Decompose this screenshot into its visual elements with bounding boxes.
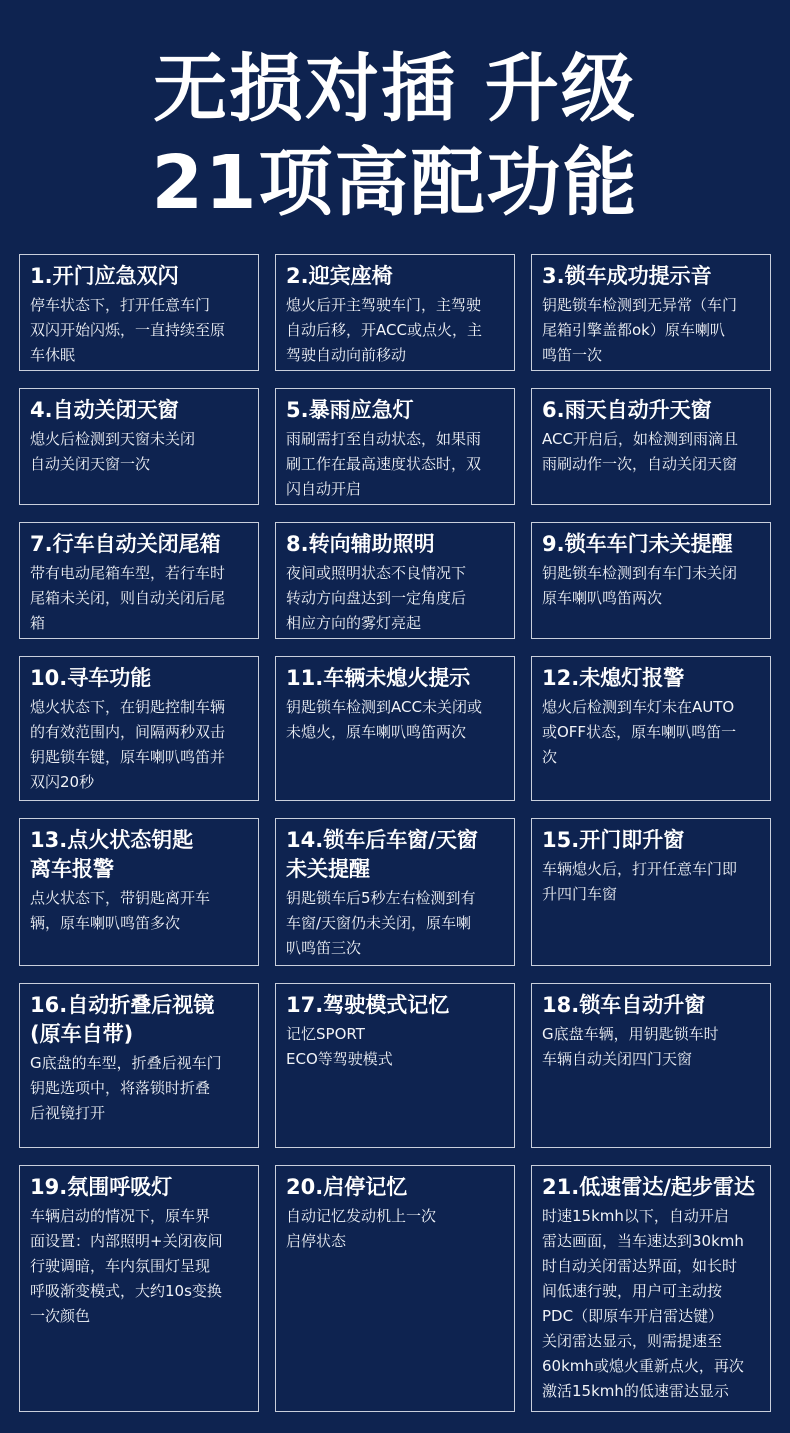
feature-card-13 [19,818,259,966]
feature-description: 自动记忆发动机上一次 启停状态 [286,1207,437,1250]
feature-title: 1.开门应急双闪 [30,264,179,288]
feature-title: 10.寻车功能 [30,666,152,690]
feature-title: 14.锁车后车窗/天窗 未关提醒 [286,828,478,881]
feature-description: G底盘车辆，用钥匙锁车时 车辆自动关闭四门天窗 [542,1025,719,1068]
feature-title: 15.开门即升窗 [542,828,685,852]
feature-card-17 [275,983,515,1148]
hero-title-line-1: 无损对插 升级 [153,46,637,132]
feature-title: 18.锁车自动升窗 [542,993,706,1017]
feature-title: 3.锁车成功提示音 [542,264,712,288]
feature-title: 11.车辆未熄火提示 [286,666,471,690]
feature-title: 7.行车自动关闭尾箱 [30,532,221,556]
feature-description: 熄火状态下，在钥匙控制车辆 的有效范围内，间隔两秒双击 钥匙锁车键，原车喇叭鸣笛并 双闪20秒 [30,698,226,791]
feature-description: 车辆启动的情况下，原车界 面设置：内部照明+关闭夜间 行驶调暗，车内氛围灯呈现 呼吸渐变模式，大约10s变换 一次颜色 [30,1207,223,1325]
feature-card-14 [275,818,515,966]
feature-card-4 [19,388,259,505]
feature-description: 点火状态下，带钥匙离开车 辆，原车喇叭鸣笛多次 [30,889,211,932]
feature-title: 5.暴雨应急灯 [286,398,414,422]
feature-card-20 [275,1165,515,1412]
feature-card-10 [19,656,259,801]
feature-description: 车辆熄火后，打开任意车门即 升四门车窗 [542,860,738,903]
feature-title: 13.点火状态钥匙 离车报警 [30,828,194,881]
feature-title: 8.转向辅助照明 [286,532,435,556]
feature-card-21 [531,1165,771,1412]
feature-description: 钥匙锁车检测到有车门未关闭 原车喇叭鸣笛两次 [542,564,738,607]
feature-card-6 [531,388,771,505]
feature-description: 记忆SPORT ECO等驾驶模式 [286,1025,393,1068]
feature-card-15 [531,818,771,966]
feature-card-16 [19,983,259,1148]
feature-title: 19.氛围呼吸灯 [30,1175,173,1199]
feature-card-18 [531,983,771,1148]
feature-title: 20.启停记忆 [286,1175,408,1199]
feature-card-7 [19,522,259,639]
feature-description: 带有电动尾箱车型，若行车时 尾箱未关闭，则自动关闭后尾 箱 [30,564,226,632]
feature-card-8 [275,522,515,639]
feature-description: G底盘的车型，折叠后视车门 钥匙选项中，将落锁时折叠 后视镜打开 [30,1054,222,1122]
feature-card-9 [531,522,771,639]
feature-description: 钥匙锁车后5秒左右检测到有 车窗/天窗仍未关闭，原车喇 叭鸣笛三次 [286,889,476,957]
feature-description: 钥匙锁车检测到ACC未关闭或 未熄火，原车喇叭鸣笛两次 [286,698,482,741]
feature-description: 夜间或照明状态不良情况下 转动方向盘达到一定角度后 相应方向的雾灯亮起 [286,564,467,632]
feature-description: 停车状态下，打开任意车门 双闪开始闪烁，一直持续至原 车休眠 [30,296,226,364]
feature-card-12 [531,656,771,801]
feature-description: 熄火后开主驾驶车门，主驾驶 自动后移，开ACC或点火，主 驾驶自动向前移动 [286,296,482,364]
feature-card-3 [531,254,771,371]
feature-description: 雨刷需打至自动状态，如果雨 刷工作在最高速度状态时，双 闪自动开启 [286,430,482,498]
feature-title: 9.锁车车门未关提醒 [542,532,733,556]
feature-title: 16.自动折叠后视镜 (原车自带) [30,993,215,1046]
feature-card-5 [275,388,515,505]
feature-description: ACC开启后，如检测到雨滴且 雨刷动作一次，自动关闭天窗 [542,430,738,473]
feature-title: 12.未熄灯报警 [542,666,685,690]
feature-description: 钥匙锁车检测到无异常（车门 尾箱引擎盖都ok）原车喇叭 鸣笛一次 [542,296,738,364]
feature-title: 2.迎宾座椅 [286,264,393,288]
feature-card-1 [19,254,259,371]
feature-description: 熄火后检测到天窗未关闭 自动关闭天窗一次 [30,430,196,473]
feature-card-19 [19,1165,259,1412]
feature-description: 时速15kmh以下，自动开启 雷达画面，当车速达到30kmh 时自动关闭雷达界面，如长时 间低速行驶，用户可主动按 PDC（即原车开启雷达键） 关闭雷达显示，则需提速至 60kmh或熄火重新点火，再次 激活15kmh的低速雷达显示 [542,1207,744,1400]
feature-title: 17.驾驶模式记忆 [286,993,450,1017]
hero-title-line-2: 21项高配功能 [151,140,639,226]
feature-title: 6.雨天自动升天窗 [542,398,712,422]
feature-title: 21.低速雷达/起步雷达 [542,1175,755,1199]
feature-title: 4.自动关闭天窗 [30,398,179,422]
feature-card-2 [275,254,515,371]
feature-description: 熄火后检测到车灯未在AUTO 或OFF状态，原车喇叭鸣笛一 次 [542,698,737,766]
feature-card-11 [275,656,515,801]
